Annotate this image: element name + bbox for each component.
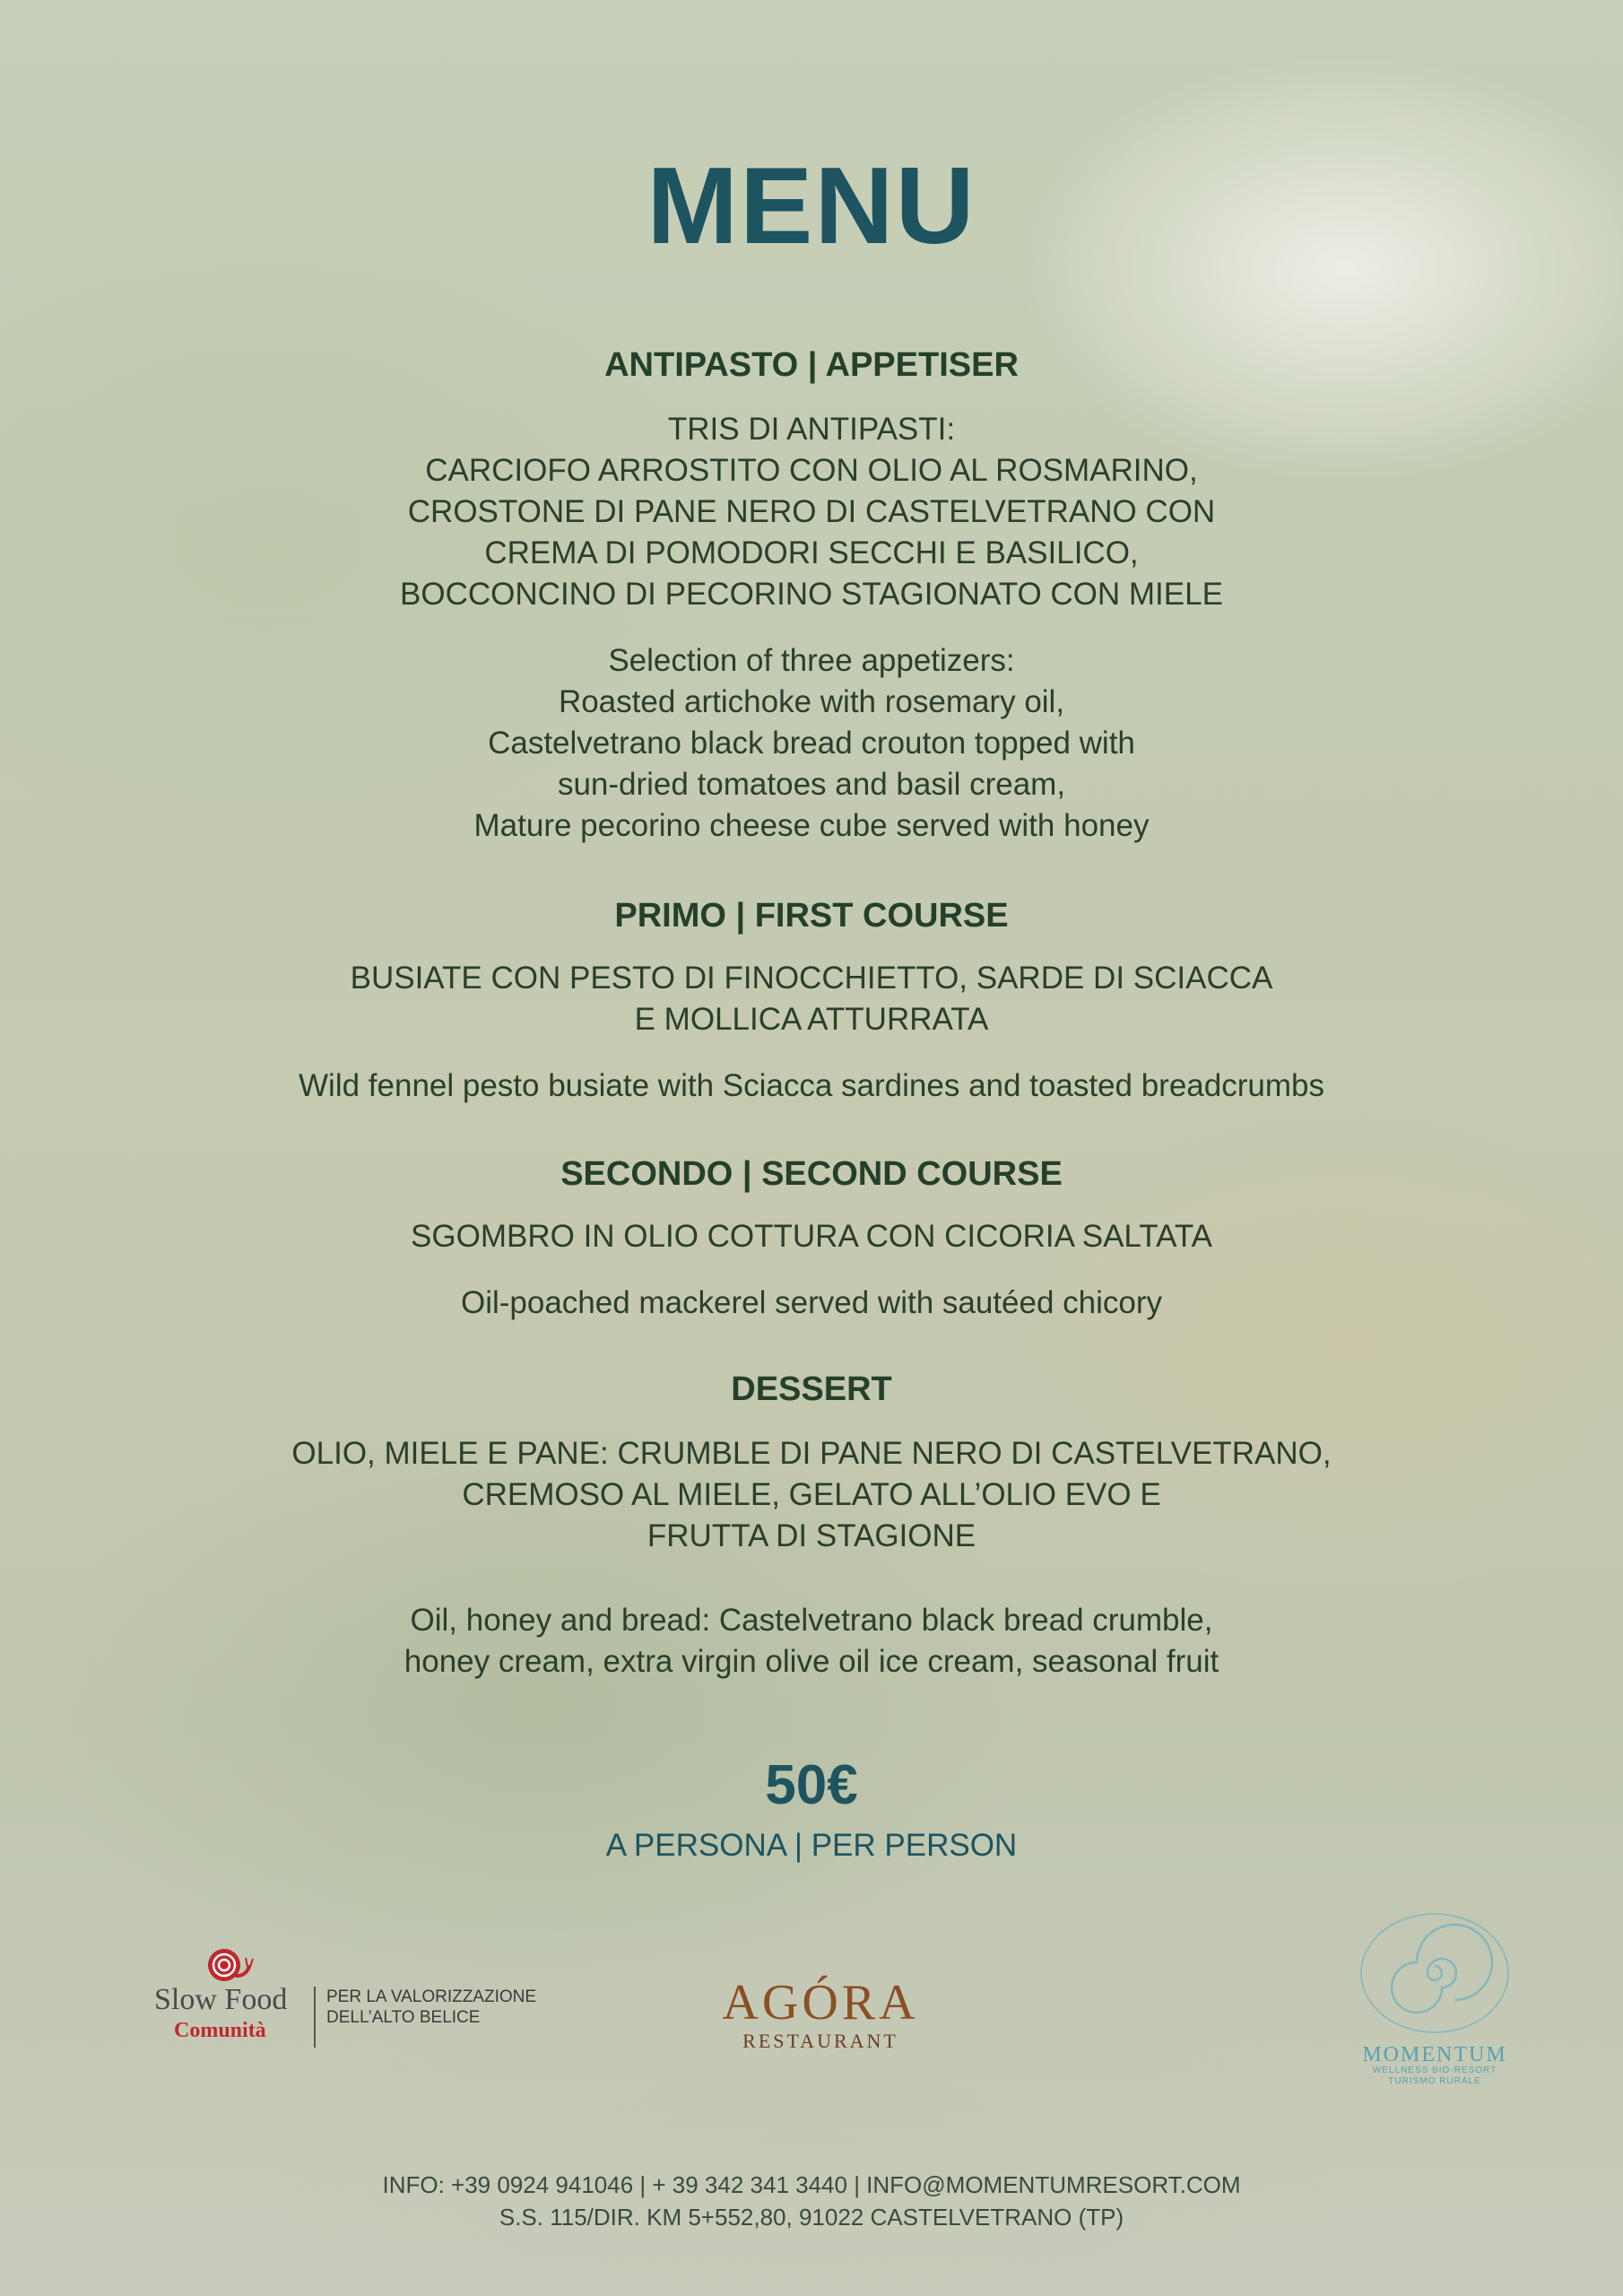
spiral-icon: [1354, 1910, 1515, 2045]
dessert-italian-description: [0, 1433, 1623, 1557]
antipasto-italian-line: TRIS DI ANTIPASTI:: [667, 412, 956, 447]
antipasto-italian-line: BOCCONCINO DI PECORINO STAGIONATO CON MIELE: [400, 577, 1223, 612]
antipasto-italian-description: [0, 409, 1623, 615]
antipasto-english-description: [0, 640, 1623, 847]
momentum-sub: TURISMO RURALE: [1388, 2076, 1481, 2086]
secondo-italian-description: [0, 1216, 1623, 1257]
slow-food-tagline: [326, 1987, 536, 2028]
agora-sub: RESTAURANT: [742, 2030, 898, 2052]
antipasto-english-line: Selection of three appetizers:: [608, 643, 1015, 678]
dessert-italian-line: CREMOSO AL MIELE, GELATO ALL’OLIO EVO E: [462, 1477, 1161, 1512]
dessert-italian-line: FRUTTA DI STAGIONE: [647, 1518, 976, 1553]
slow-food-tagline-line: DELL’ALTO BELICE: [326, 2008, 481, 2027]
secondo-english-description: [0, 1283, 1623, 1324]
antipasto-italian-line: CARCIOFO ARROSTITO CON OLIO AL ROSMARINO,: [425, 453, 1198, 488]
slow-food-tagline-line: PER LA VALORIZZAZIONE: [326, 1987, 537, 2006]
dessert-english-line: honey cream, extra virgin olive oil ice cream, seasonal fruit: [404, 1644, 1219, 1679]
price-label: A PERSONA | PER PERSON: [605, 1828, 1018, 1863]
slow-food-name: Slow Food: [154, 1983, 288, 2016]
section-heading-primo: PRIMO | FIRST COURSE: [614, 897, 1009, 935]
antipasto-italian-line: CROSTONE DI PANE NERO DI CASTELVETRANO CON: [407, 494, 1216, 529]
slow-food-sub: Comunità: [174, 2019, 266, 2042]
secondo-italian-line: SGOMBRO IN OLIO COTTURA CON CICORIA SALTATA: [411, 1219, 1212, 1254]
momentum-logo: [1345, 1910, 1524, 2108]
antipasto-english-line: Roasted artichoke with rosemary oil,: [558, 684, 1065, 719]
primo-italian-line: E MOLLICA ATTURRATA: [634, 1002, 989, 1037]
primo-italian-line: BUSIATE CON PESTO DI FINOCCHIETTO, SARDE DI SCIACCA: [350, 961, 1273, 996]
menu-title: MENU: [647, 144, 976, 266]
footer-address-line: S.S. 115/DIR. KM 5+552,80, 91022 CASTELVETRANO (TP): [499, 2204, 1124, 2231]
section-heading-dessert: DESSERT: [731, 1370, 892, 1408]
dessert-italian-line: OLIO, MIELE E PANE: CRUMBLE DI PANE NERO DI CASTELVETRANO,: [291, 1436, 1332, 1471]
secondo-english-line: Oil-poached mackerel served with sautéed chicory: [460, 1285, 1163, 1320]
footer-contact: [0, 2169, 1623, 2233]
footer-contact-line: INFO: +39 0924 941046 | + 39 342 341 3440 | INFO@MOMENTUMRESORT.COM: [382, 2171, 1241, 2198]
primo-english-description: [0, 1065, 1623, 1107]
momentum-sub: WELLNESS BIO-RESORT: [1372, 2066, 1497, 2075]
antipasto-italian-line: CREMA DI POMODORI SECCHI E BASILICO,: [484, 535, 1139, 570]
antipasto-english-line: Castelvetrano black bread crouton topped with: [488, 726, 1135, 761]
agora-name: AGÓRA: [722, 1975, 919, 2031]
section-heading-antipasto: ANTIPASTO | APPETISER: [604, 346, 1019, 384]
dessert-english-line: Oil, honey and bread: Castelvetrano black bread crumble,: [410, 1603, 1213, 1638]
antipasto-english-line: sun-dried tomatoes and basil cream,: [557, 767, 1066, 802]
primo-english-line: Wild fennel pesto busiate with Sciacca sardines and toasted breadcrumbs: [299, 1068, 1324, 1103]
primo-italian-description: [0, 958, 1623, 1040]
section-heading-secondo: SECONDO | SECOND COURSE: [560, 1155, 1063, 1193]
momentum-name: MOMENTUM: [1362, 2043, 1507, 2066]
price-amount: 50€: [765, 1754, 858, 1816]
slow-food-divider: [314, 1987, 316, 2048]
dessert-english-description: [0, 1600, 1623, 1683]
snail-icon: [201, 1945, 255, 1985]
agora-restaurant-logo: [708, 1975, 933, 2052]
slow-food-logo: [154, 1942, 549, 2040]
antipasto-english-line: Mature pecorino cheese cube served with honey: [473, 808, 1150, 843]
